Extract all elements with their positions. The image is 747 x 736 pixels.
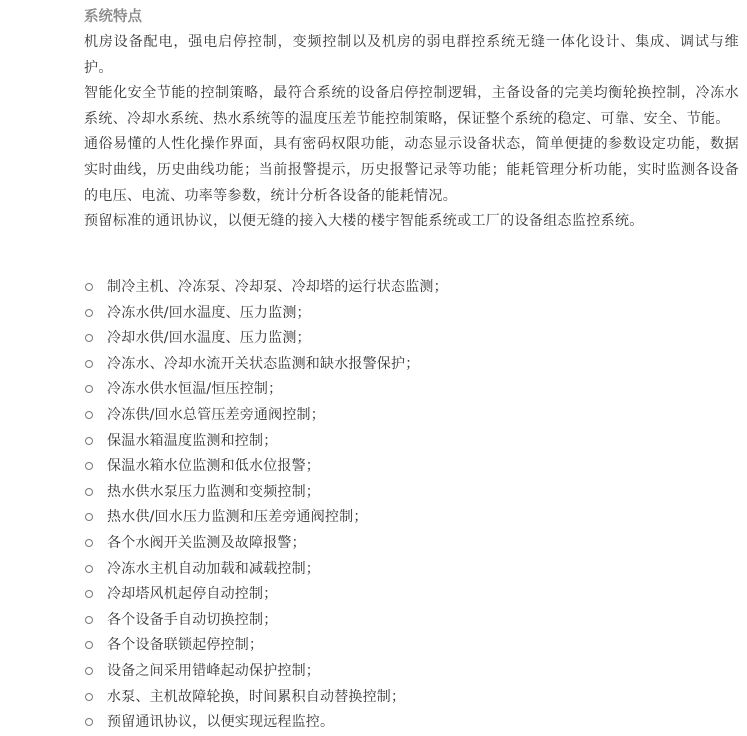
circle-bullet-icon — [85, 539, 93, 547]
list-item — [84, 403, 724, 429]
circle-bullet-icon — [85, 385, 93, 393]
list-item-text: 冷冻水供/回水温度、压力监测； — [107, 304, 311, 321]
circle-bullet-icon — [85, 360, 93, 368]
list-item — [84, 505, 724, 531]
circle-bullet-icon — [85, 462, 93, 470]
list-item-text: 冷冻水、冷却水流开关状态监测和缺水报警保护； — [107, 355, 420, 372]
list-item-text: 设备之间采用错峰起动保护控制； — [107, 662, 320, 679]
circle-bullet-icon — [85, 309, 93, 317]
list-item-text: 保温水箱温度监测和控制； — [107, 432, 278, 449]
list-item-text: 冷冻供/回水总管压差旁通阀控制； — [107, 406, 325, 423]
circle-bullet-icon — [85, 590, 93, 598]
paragraph-communication-protocol: 预留标准的通讯协议，以便无缝的接入大楼的楼宇智能系统或工厂的设备组态监控系统。 — [84, 213, 644, 230]
list-item-text: 保温水箱水位监测和低水位报警； — [107, 458, 320, 475]
list-item — [84, 377, 724, 403]
list-item-text: 各个设备手自动切换控制； — [107, 611, 278, 628]
system-features-section — [84, 4, 739, 235]
list-item — [84, 531, 724, 557]
list-item — [84, 633, 724, 659]
list-item — [84, 275, 724, 301]
list-item-text: 水泵、主机故障轮换，时间累积自动替换控制； — [107, 688, 406, 705]
circle-bullet-icon — [85, 513, 93, 521]
feature-list — [84, 275, 724, 736]
list-item — [84, 582, 724, 608]
list-item-text: 热水供水泵压力监测和变频控制； — [107, 483, 320, 500]
section-title: 系统特点 — [84, 9, 142, 25]
list-item — [84, 326, 724, 352]
list-item — [84, 454, 724, 480]
list-item-text: 冷冻水主机自动加载和减载控制； — [107, 560, 320, 577]
paragraph-power-distribution: 机房设备配电，强电启停控制，变频控制以及机房的弱电群控系统无缝一体化设计、集成、调试与维护。 — [84, 34, 739, 76]
circle-bullet-icon — [85, 616, 93, 624]
list-item-text: 热水供/回水压力监测和压差旁通阀控制； — [107, 509, 368, 526]
circle-bullet-icon — [85, 411, 93, 419]
circle-bullet-icon — [85, 693, 93, 701]
circle-bullet-icon — [85, 334, 93, 342]
list-item-text: 预留通讯协议，以便实现远程监控。 — [107, 714, 335, 731]
paragraph-control-strategy: 智能化安全节能的控制策略，最符合系统的设备启停控制逻辑，主备设备的完美均衡轮换控制，冷冻水系统、冷却水系统、热水系统等的温度压差节能控制策略，保证整个系统的稳定、可靠、安全、节能。 — [84, 85, 739, 127]
list-item — [84, 608, 724, 634]
circle-bullet-icon — [85, 718, 93, 726]
circle-bullet-icon — [85, 667, 93, 675]
list-item — [84, 659, 724, 685]
list-item — [84, 710, 724, 736]
list-item — [84, 685, 724, 711]
circle-bullet-icon — [85, 437, 93, 445]
list-item — [84, 352, 724, 378]
list-item-text: 冷却水供/回水温度、压力监测； — [107, 330, 311, 347]
list-item-text: 制冷主机、冷冻泵、冷却泵、冷却塔的运行状态监测； — [107, 279, 448, 295]
circle-bullet-icon — [85, 488, 93, 496]
list-item-text: 冷却塔风机起停自动控制； — [107, 586, 278, 603]
list-item — [84, 557, 724, 583]
list-item-text: 各个水阀开关监测及故障报警； — [107, 534, 306, 551]
list-item — [84, 480, 724, 506]
list-item — [84, 429, 724, 455]
circle-bullet-icon — [85, 565, 93, 573]
circle-bullet-icon — [85, 641, 93, 649]
list-item-text: 各个设备联锁起停控制； — [107, 637, 264, 654]
paragraph-user-interface: 通俗易懂的人性化操作界面，具有密码权限功能，动态显示设备状态，简单便捷的参数设定功能，数据实时曲线，历史曲线功能；当前报警提示，历史报警记录等功能；能耗管理分析功能，实时监测各设备的电压、电流、功率等参数，统计分析各设备的能耗情况。 — [84, 136, 739, 204]
list-item-text: 冷冻水供水恒温/恒压控制； — [107, 381, 283, 398]
list-item — [84, 301, 724, 327]
circle-bullet-icon — [85, 283, 93, 291]
